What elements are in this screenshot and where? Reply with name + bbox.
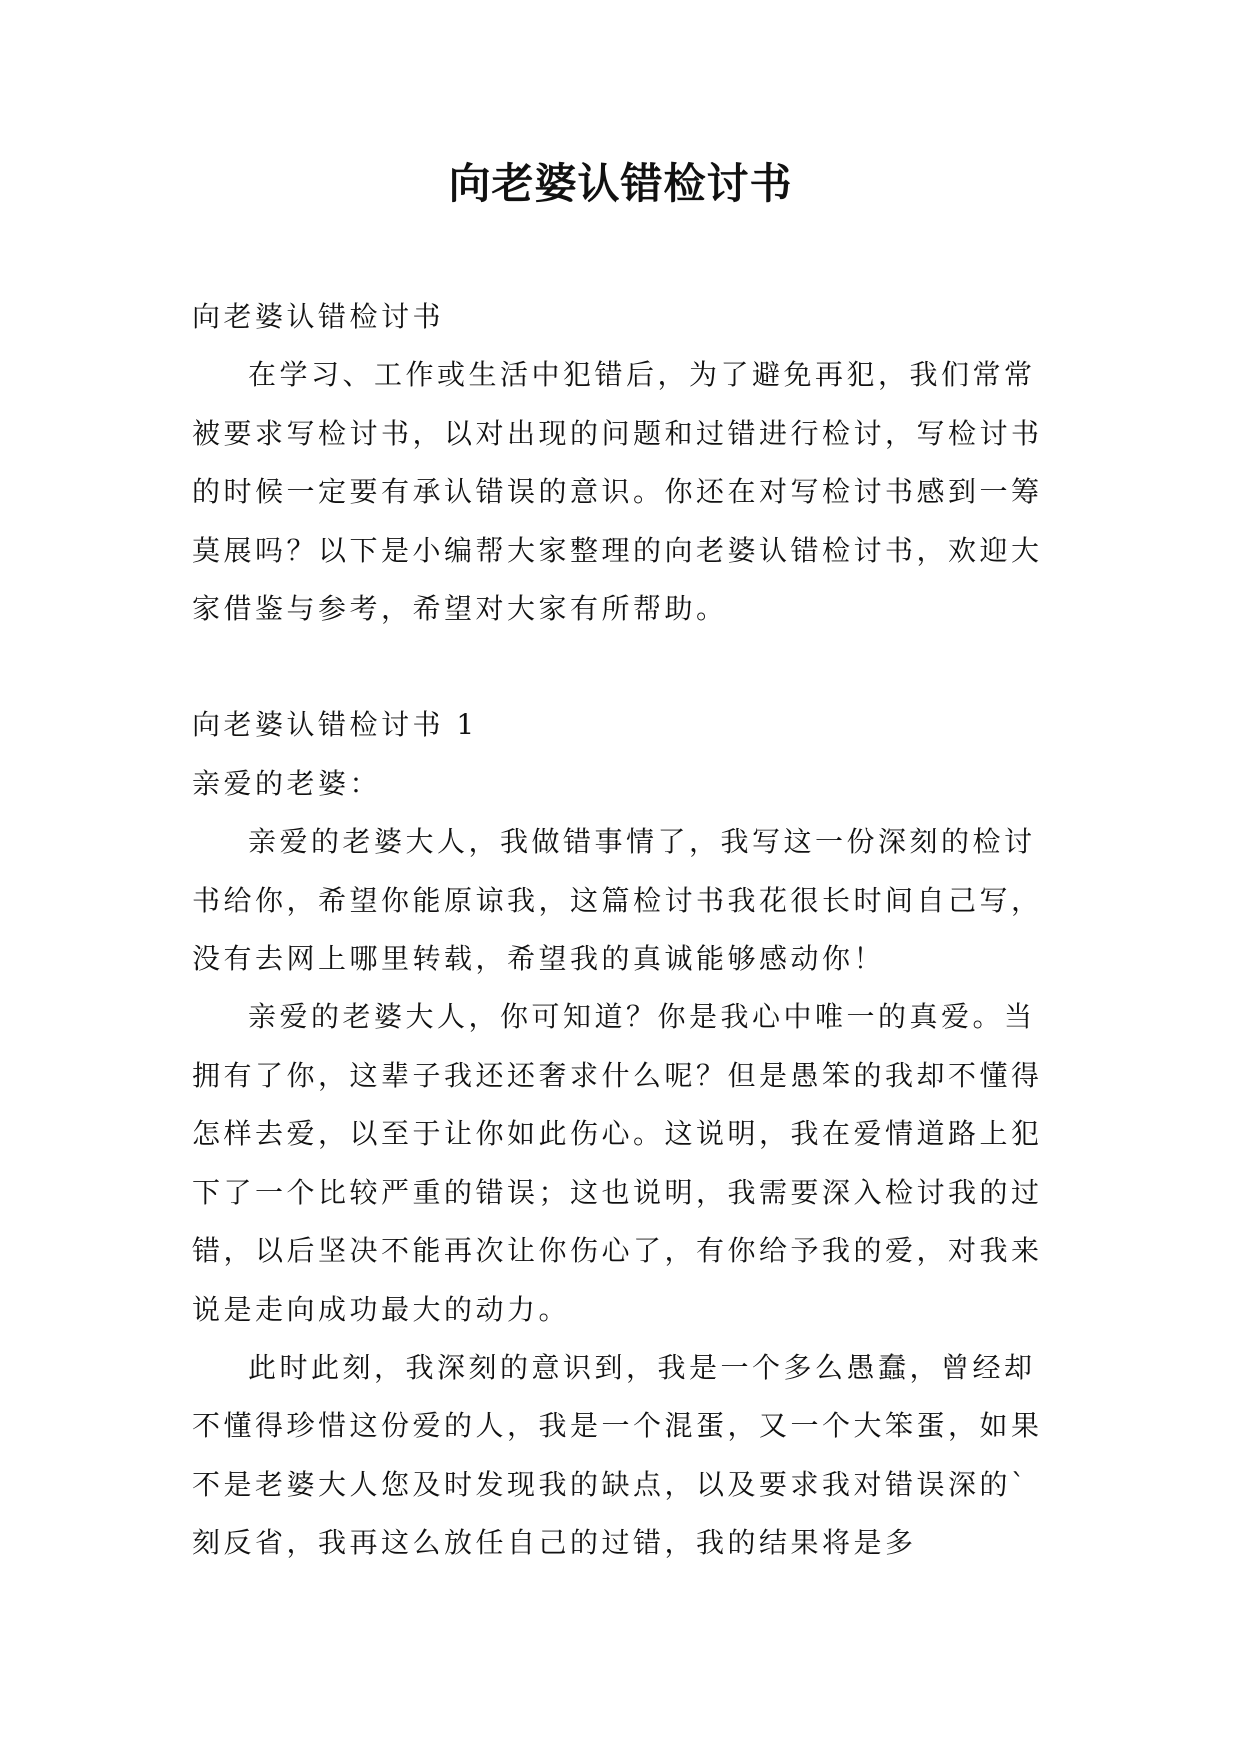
section-heading: 向老婆认错检讨书 1 — [192, 708, 478, 742]
intro-paragraph: 在学习、工作或生活中犯错后，为了避免再犯，我们常常被要求写检讨书，以对出现的问题和过错进行检讨，写检讨书的时候一定要有承认错误的意识。你还在对写检讨书感到一筹莫展吗？以下是小编帮大家整理的向老婆认错检讨书，欢迎大家借鉴与参考，希望对大家有所帮助。 — [192, 358, 1043, 626]
body-paragraph: 此时此刻，我深刻的意识到，我是一个多么愚蠢，曾经却不懂得珍惜这份爱的人，我是一个混蛋，又一个大笨蛋，如果不是老婆大人您及时发现我的缺点，以及要求我对错误深的`刻反省，我再这么放任自己的过错，我的结果将是多 — [192, 1350, 1043, 1560]
document-subtitle: 向老婆认错检讨书 — [192, 300, 445, 333]
section-spacer — [192, 638, 1052, 696]
salutation: 亲爱的老婆： — [192, 766, 382, 800]
document-body — [192, 288, 1052, 1573]
document-title: 向老婆认错检讨书 — [448, 159, 793, 208]
body-paragraph: 亲爱的老婆大人，我做错事情了，我写这一份深刻的检讨书给你，希望你能原谅我，这篇检讨书我花很长时间自己写，没有去网上哪里转载，希望我的真诚能够感动你！ — [192, 825, 1043, 976]
body-paragraph: 亲爱的老婆大人，你可知道？你是我心中唯一的真爱。当拥有了你，这辈子我还还奢求什么呢？但是愚笨的我却不懂得怎样去爱，以至于让你如此伤心。这说明，我在爱情道路上犯下了一个比较严重的错误；这也说明，我需要深入检讨我的过错，以后坚决不能再次让你伤心了，有你给予我的爱，对我来说是走向成功最大的动力。 — [192, 1000, 1043, 1326]
